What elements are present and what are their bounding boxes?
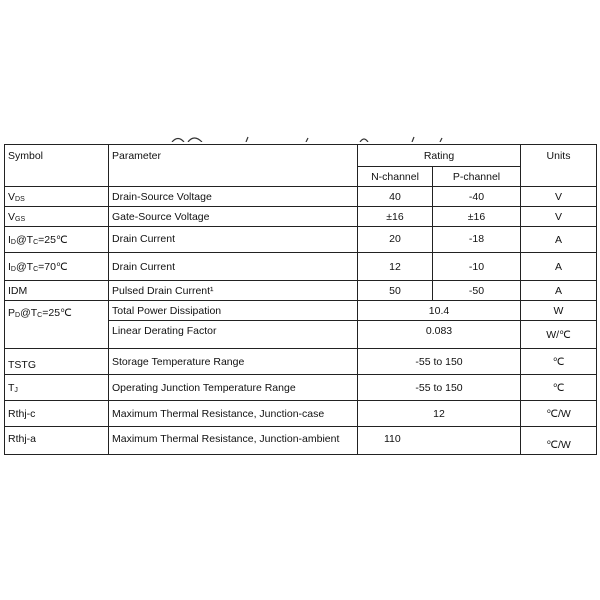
unit-cell: A (521, 281, 597, 301)
n-channel-header: N-channel (358, 167, 433, 187)
p-channel-value: ±16 (433, 207, 521, 227)
unit-cell: ℃ (521, 375, 597, 401)
combined-value: 110 (358, 427, 521, 455)
table-row (5, 301, 597, 321)
parameter-cell: Operating Junction Temperature Range (109, 375, 358, 401)
parameter-header: Parameter (109, 145, 358, 187)
symbol-cell: PD@TC=25℃ (5, 301, 109, 349)
table-row (5, 349, 597, 375)
header-row (5, 145, 597, 167)
combined-value: 12 (358, 401, 521, 427)
parameter-cell: Maximum Thermal Resistance, Junction-ambient (109, 427, 358, 455)
p-channel-header: P-channel (433, 167, 521, 187)
parameter-cell: Drain-Source Voltage (109, 187, 358, 207)
unit-cell: W (521, 301, 597, 321)
unit-cell: ℃/W (521, 401, 597, 427)
unit-cell: ℃/W (521, 427, 597, 455)
table-row (5, 227, 597, 253)
n-channel-value: ±16 (358, 207, 433, 227)
absolute-maximum-ratings-table (4, 144, 597, 455)
n-channel-value: 50 (358, 281, 433, 301)
symbol-cell: TSTG (5, 349, 109, 375)
symbol-cell: VGS (5, 207, 109, 227)
units-header: Units (521, 145, 597, 187)
symbol-cell: IDM (5, 281, 109, 301)
symbol-cell: ID@TC=70℃ (5, 253, 109, 281)
table-row (5, 253, 597, 281)
parameter-cell: Drain Current (109, 253, 358, 281)
parameter-cell: Storage Temperature Range (109, 349, 358, 375)
table-row (5, 281, 597, 301)
symbol-cell: TJ (5, 375, 109, 401)
unit-cell: A (521, 227, 597, 253)
n-channel-value: 20 (358, 227, 433, 253)
combined-value: 0.083 (358, 321, 521, 349)
symbol-cell: ID@TC=25℃ (5, 227, 109, 253)
symbol-cell: VDS (5, 187, 109, 207)
parameter-cell: Pulsed Drain Current¹ (109, 281, 358, 301)
table-row (5, 187, 597, 207)
unit-cell: V (521, 207, 597, 227)
table-row (5, 375, 597, 401)
unit-cell: W/℃ (521, 321, 597, 349)
symbol-cell: Rthj-c (5, 401, 109, 427)
p-channel-value: -18 (433, 227, 521, 253)
parameter-cell: Maximum Thermal Resistance, Junction-case (109, 401, 358, 427)
combined-value: 10.4 (358, 301, 521, 321)
unit-cell: A (521, 253, 597, 281)
parameter-cell: Gate-Source Voltage (109, 207, 358, 227)
p-channel-value: -50 (433, 281, 521, 301)
combined-value: -55 to 150 (358, 375, 521, 401)
combined-value: -55 to 150 (358, 349, 521, 375)
table-row (5, 207, 597, 227)
p-channel-value: -40 (433, 187, 521, 207)
symbol-cell: Rthj-a (5, 427, 109, 455)
parameter-cell: Drain Current (109, 227, 358, 253)
rating-header: Rating (358, 145, 521, 167)
unit-cell: V (521, 187, 597, 207)
n-channel-value: 40 (358, 187, 433, 207)
table-row (5, 401, 597, 427)
parameter-cell: Linear Derating Factor (109, 321, 358, 349)
n-channel-value: 12 (358, 253, 433, 281)
table-row (5, 427, 597, 455)
p-channel-value: -10 (433, 253, 521, 281)
parameter-cell: Total Power Dissipation (109, 301, 358, 321)
unit-cell: ℃ (521, 349, 597, 375)
symbol-header: Symbol (5, 145, 109, 187)
cropped-heading-fragment (150, 134, 450, 142)
